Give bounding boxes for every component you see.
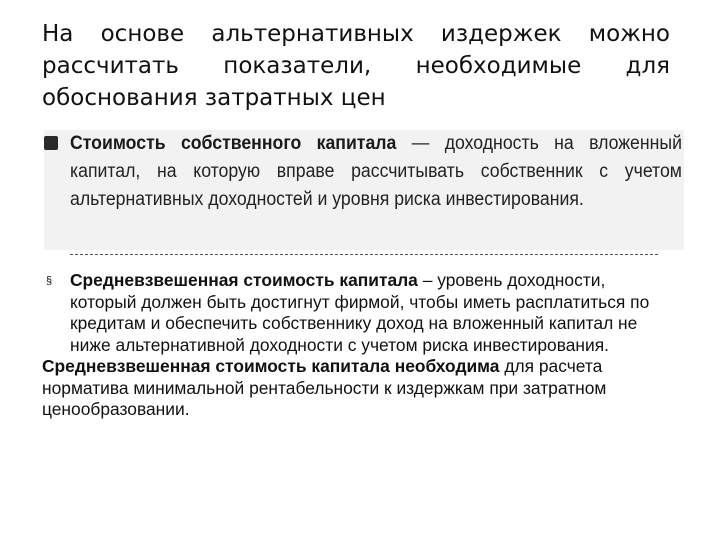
intro-line-1: На основе альтернативных издержек можно xyxy=(42,21,670,47)
wacc-definition xyxy=(42,270,672,356)
wacc-note-rest: для расчета норматива минимальной рентабельности к издержкам при затратном ценообразовании. xyxy=(42,356,607,419)
dashed-divider xyxy=(70,254,658,255)
equity-cost-definition xyxy=(70,130,682,214)
definitions-list xyxy=(42,270,672,421)
wacc-note-subject: Средневзвешенная стоимость капитала xyxy=(42,356,390,376)
intro-line-3: обоснования затратных цен xyxy=(42,85,386,111)
scanned-definition-block xyxy=(44,130,684,250)
equity-cost-text: — доходность на вложенный капитал, на которую вправе рассчитывать собственник с учетом альтернативных доходностей и уровня риска инвестирования. xyxy=(70,133,682,210)
intro-line-2: рассчитать показатели, необходимые для xyxy=(42,53,670,79)
wacc-text: – уровень доходности, который должен быть достигнут фирмой, чтобы иметь расплатиться по кредитам и обеспечить собственнику доход на вложенный капитал не ниже альтернативной доходности с учетом риска инвестирования. xyxy=(70,270,650,355)
wacc-term: Средневзвешенная стоимость капитала xyxy=(70,270,418,290)
square-bullet-icon xyxy=(44,136,58,150)
intro-text xyxy=(42,18,670,114)
wacc-note-verb: необходима xyxy=(394,356,500,376)
section-bullet-icon: § xyxy=(46,275,53,287)
equity-cost-term: Стоимость собственного капитала xyxy=(70,133,397,154)
wacc-usage-note xyxy=(42,356,672,421)
